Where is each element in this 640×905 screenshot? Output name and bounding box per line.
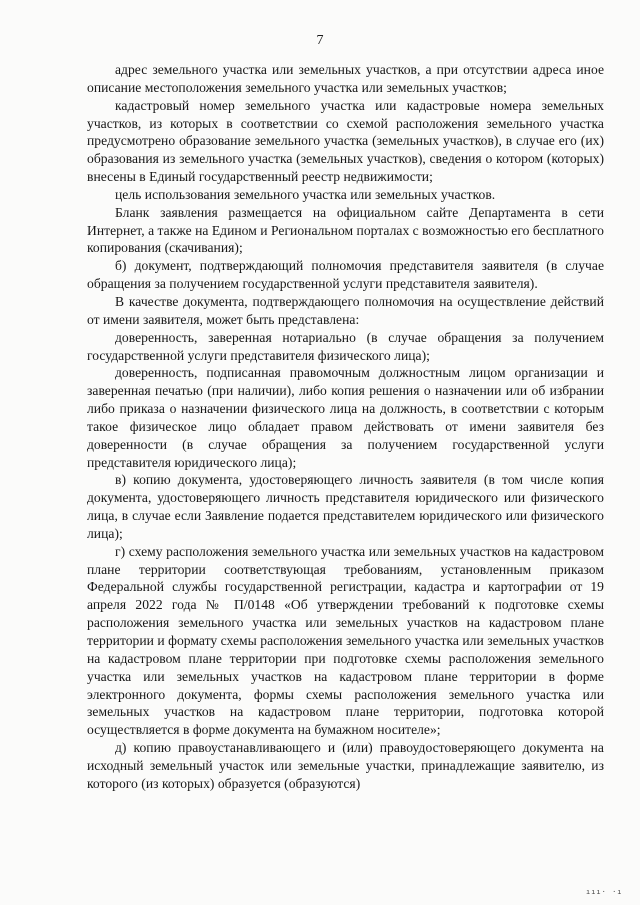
page-number: 7 bbox=[316, 33, 324, 48]
paragraph-application-form: Бланк заявления размещается на официальном сайте Департамента в сети Интернет, а также на Едином и Региональном порталах с возможностью его бесплатного копирования (скачивания); bbox=[87, 204, 604, 256]
scan-mark: ııı· ·ı bbox=[586, 888, 623, 896]
paragraph-item-v: в) копию документа, удостоверяющего личность заявителя (в том числе копия документа, удостоверяющего личность представителя юридического или физического лица, в случае если Заявление подается представителем юридического или физического лица); bbox=[87, 472, 604, 541]
paragraph-land-use-purpose: цель использования земельного участка или земельных участков. bbox=[115, 186, 496, 202]
paragraph-cadastral-number: кадастровый номер земельного участка или кадастровые номера земельных участков, из которых в соответствии со схемой расположения земельного участка предусмотрено образование земельного участка (земельных участков), в случае его (их) образования из земельного участка (земельных участков), сведения о котором (которых) внесены в Единый государственный реестр недвижимости; bbox=[87, 97, 604, 185]
paragraph-item-g: г) схему расположения земельного участка или земельных участков на кадастровом плане территории соответствующая требованиям, установленным приказом Федеральной службы государственной регистрации, кадастра и картографии от 19 апреля 2022 года № П/0148 «Об утверждении требований к подготовке схемы расположения земельного участка или земельных участков на кадастровом плане территории и формату схемы расположения земельного участка или земельных участков на кадастровом плане территории при подготовке схемы расположения земельного участка или земельных участков на кадастровом плане территории в форме электронного документа, формы схемы расположения земельного участка или земельных участков на кадастровом плане территории, подготовка которой осуществляется в форме документа на бумажном носителе»; bbox=[87, 543, 604, 738]
paragraph-item-d: д) копию правоустанавливающего и (или) правоудостоверяющего документа на исходный земельный участок или земельные участки, принадлежащие заявителю, из которого (из которых) образуется (образуются) bbox=[87, 740, 604, 791]
paragraph-item-b: б) документ, подтверждающий полномочия представителя заявителя (в случае обращения за получением государственной услуги представителя заявителя). bbox=[87, 258, 604, 292]
document-body bbox=[87, 61, 604, 793]
paragraph-notarized-power: доверенность, заверенная нотариально (в случае обращения за получением государственной услуги представителя физического лица); bbox=[87, 329, 604, 363]
paragraph-authority-document: В качестве документа, подтверждающего полномочия на осуществление действий от имени заявителя, может быть представлена: bbox=[87, 293, 604, 327]
paragraph-signed-power: доверенность, подписанная правомочным должностным лицом организации и заверенная печатью (при наличии), либо копия решения о назначении или об избрании либо приказа о назначении физического лица на должность, в соответствии с которым такое физическое лицо обладает правом действовать от имени заявителя без доверенности (в случае обращения за получением государственной услуги представителя юридического лица); bbox=[87, 365, 604, 470]
paragraph-address: адрес земельного участка или земельных участков, а при отсутствии адреса иное описание местоположения земельного участка или земельных участков; bbox=[87, 62, 604, 95]
